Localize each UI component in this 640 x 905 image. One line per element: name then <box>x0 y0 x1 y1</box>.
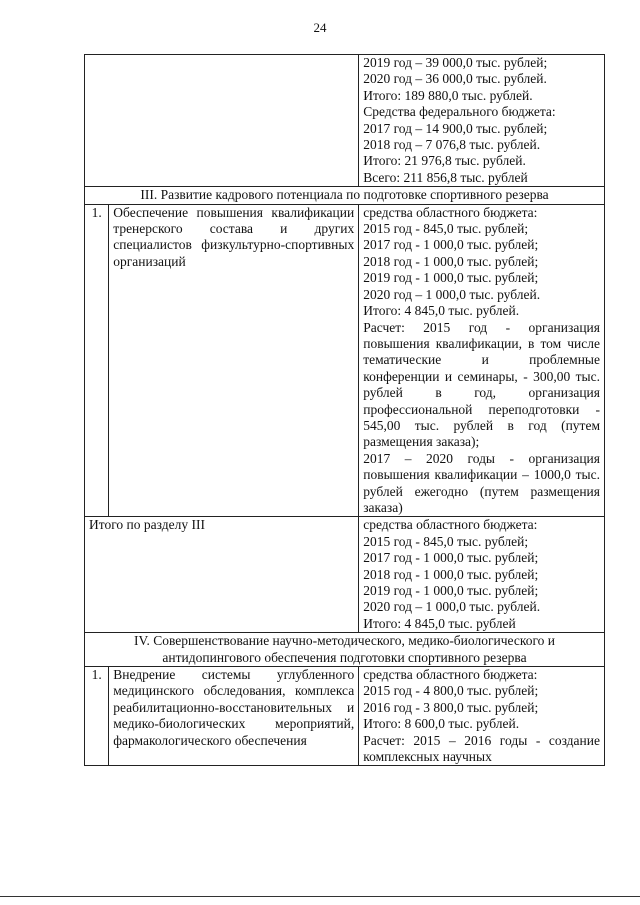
item-name: Обеспечение повышения квалификации тренерского состава и других специалистов физкультурно-спортивных организаций <box>113 204 355 269</box>
funding-line: Итого: 21 976,8 тыс. рублей. <box>363 153 526 169</box>
funding-line: 2019 год – 39 000,0 тыс. рублей; <box>363 55 548 70</box>
funding-line: Средства федерального бюджета: <box>363 104 556 120</box>
funding-cell <box>359 667 605 766</box>
section-title-line: IV. Совершенствование научно-методического, медико-биологического и <box>133 633 556 649</box>
scan-edge-line <box>0 896 640 897</box>
funding-cell <box>359 55 605 187</box>
item-name: Внедрение системы углубленного медицинского обследования, комплекса реабилитационно-восстановительных и медико-биологических мероприятий, фармакологического обеспечения <box>113 667 355 748</box>
item-number: 1. <box>85 667 109 766</box>
funding-line: 2020 год – 1 000,0 тыс. рублей. <box>363 599 541 615</box>
calculation-text: Расчет: 2015 – 2016 годы - создание комплексных научных <box>363 732 600 765</box>
funding-line: Итого: 4 845,0 тыс. рублей. <box>363 303 520 319</box>
total-row <box>85 517 605 633</box>
section-title-line: антидопингового обеспечения подготовки спортивного резерва <box>162 649 527 665</box>
table-row <box>85 667 605 766</box>
table-row <box>85 204 605 517</box>
funding-line: средства областного бюджета: <box>363 667 538 683</box>
funding-line: 2018 год – 7 076,8 тыс. рублей. <box>363 137 541 153</box>
funding-line: Итого: 8 600,0 тыс. рублей. <box>363 716 520 732</box>
funding-line: 2019 год - 1 000,0 тыс. рублей; <box>363 270 539 286</box>
funding-line: 2017 год – 14 900,0 тыс. рублей; <box>363 120 548 136</box>
page-number: 24 <box>313 20 327 35</box>
empty-cell <box>85 55 359 187</box>
section-title: III. Развитие кадрового потенциала по подготовке спортивного резерва <box>85 187 605 204</box>
funding-line: 2018 год - 1 000,0 тыс. рублей; <box>363 253 539 269</box>
funding-line: 2017 год - 1 000,0 тыс. рублей; <box>363 237 539 253</box>
funding-line: 2016 год - 3 800,0 тыс. рублей; <box>363 699 539 715</box>
funding-line: средства областного бюджета: <box>363 204 538 220</box>
table-row <box>85 55 605 187</box>
funding-cell <box>359 204 605 517</box>
item-number: 1. <box>85 204 109 517</box>
funding-line: 2019 год - 1 000,0 тыс. рублей; <box>363 583 539 598</box>
calculation-text: 2017 – 2020 годы - организация повышения квалификации – 1000,0 тыс. рублей ежегодно (путем размещения заказа) <box>363 450 600 515</box>
funding-line: 2015 год - 845,0 тыс. рублей; <box>363 533 529 549</box>
program-table <box>84 54 605 766</box>
funding-line: 2015 год - 845,0 тыс. рублей; <box>363 221 529 237</box>
total-label: Итого по разделу III <box>85 517 359 633</box>
funding-line: 2020 год – 36 000,0 тыс. рублей. <box>363 71 547 87</box>
funding-line: Всего: 211 856,8 тыс. рублей <box>363 169 528 185</box>
funding-line: 2020 год – 1 000,0 тыс. рублей. <box>363 286 541 302</box>
funding-line: Итого: 4 845,0 тыс. рублей <box>363 615 516 631</box>
section-header-row <box>85 633 605 667</box>
item-name-cell <box>109 667 359 766</box>
funding-line: 2015 год - 4 800,0 тыс. рублей; <box>363 683 539 699</box>
item-name-cell <box>109 204 359 517</box>
funding-line: 2017 год - 1 000,0 тыс. рублей; <box>363 550 539 566</box>
funding-cell <box>359 517 605 633</box>
funding-line: Итого: 189 880,0 тыс. рублей. <box>363 87 533 103</box>
section-title <box>85 633 605 667</box>
funding-line: 2018 год - 1 000,0 тыс. рублей; <box>363 566 539 582</box>
calculation-text: Расчет: 2015 год - организация повышения квалификации, в том числе тематические и проблемные конференции и семинары, - 300,00 тыс. рублей в год, организация профессиональной переподготовки - 545,00 тыс. рублей в год (путем размещения заказа); <box>363 319 600 450</box>
funding-line: средства областного бюджета: <box>363 517 538 533</box>
section-header-row <box>85 187 605 204</box>
